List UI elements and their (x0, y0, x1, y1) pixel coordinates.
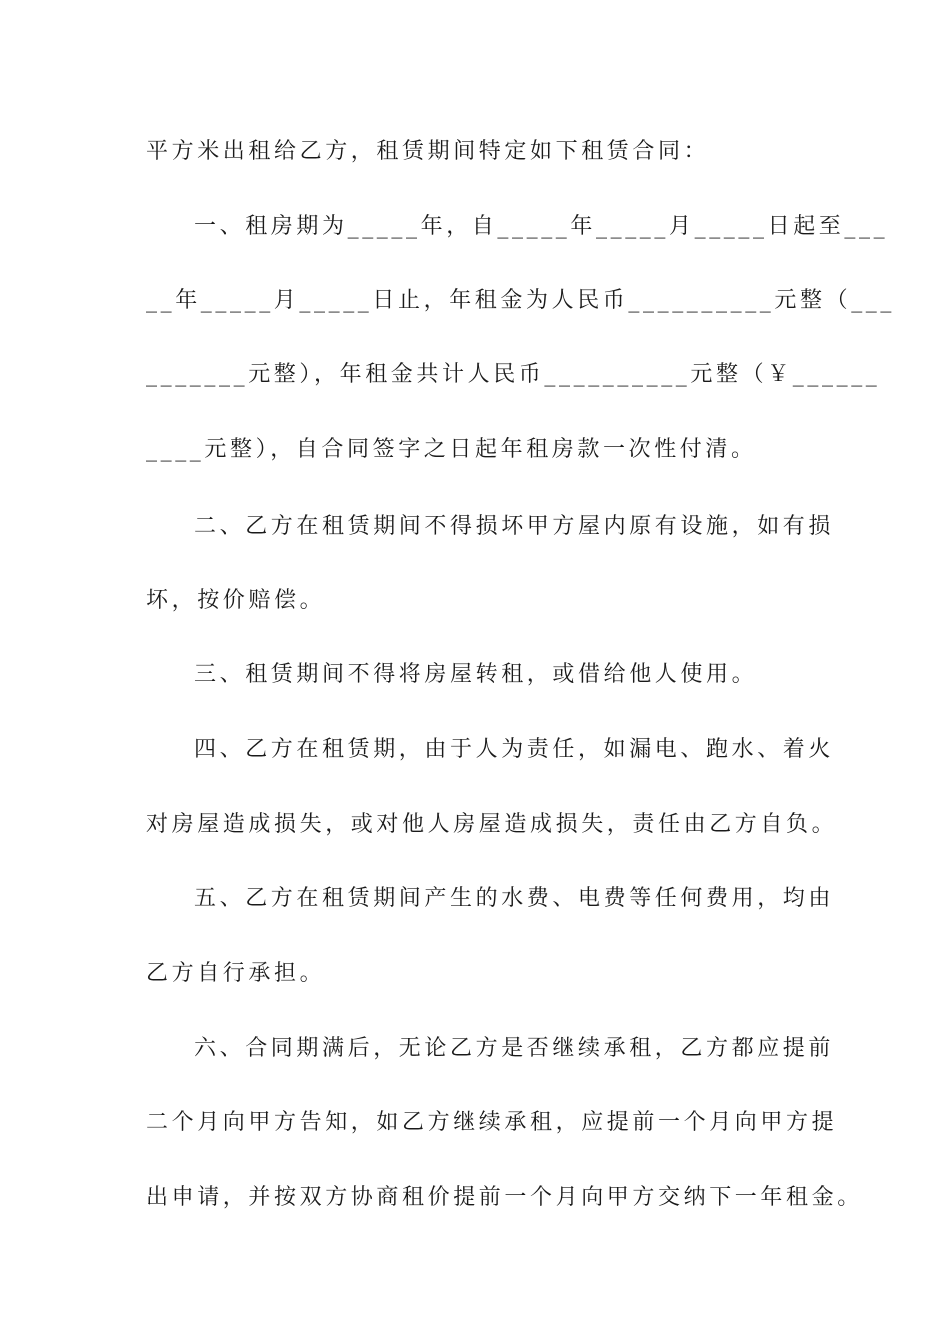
clause-1-line: __年_____月_____日止，年租金为人民币__________元整（___ (146, 288, 896, 313)
clause-2-line: 二、乙方在租赁期间不得损坏甲方屋内原有设施，如有损 (194, 514, 835, 539)
text-line: 平方米出租给乙方，租赁期间特定如下租赁合同： (146, 139, 710, 164)
clause-6-line: 六、合同期满后，无论乙方是否继续承租，乙方都应提前 (194, 1036, 835, 1061)
clause-2-line: 坏，按价赔偿。 (146, 588, 326, 613)
clause-6-line: 出申请，并按双方协商租价提前一个月向甲方交纳下一年租金。 (146, 1185, 863, 1210)
clause-5-line: 五、乙方在租赁期间产生的水费、电费等任何费用，均由 (194, 886, 835, 911)
clause-4-line: 对房屋造成损失，或对他人房屋造成损失，责任由乙方自负。 (146, 812, 838, 837)
clause-1-line: ____元整），自合同签字之日起年租房款一次性付清。 (146, 437, 757, 462)
clause-3-line: 三、租赁期间不得将房屋转租，或借给他人使用。 (194, 662, 758, 687)
clause-6-line: 二个月向甲方告知，如乙方继续承租，应提前一个月向甲方提 (146, 1110, 838, 1135)
clause-1-line: 一、租房期为_____年，自_____年_____月_____日起至___ (194, 214, 889, 239)
clause-1-line: _______元整），年租金共计人民币__________元整（￥______ (146, 362, 881, 387)
clause-4-line: 四、乙方在租赁期，由于人为责任，如漏电、跑水、着火 (194, 737, 835, 762)
clause-5-line: 乙方自行承担。 (146, 961, 326, 986)
